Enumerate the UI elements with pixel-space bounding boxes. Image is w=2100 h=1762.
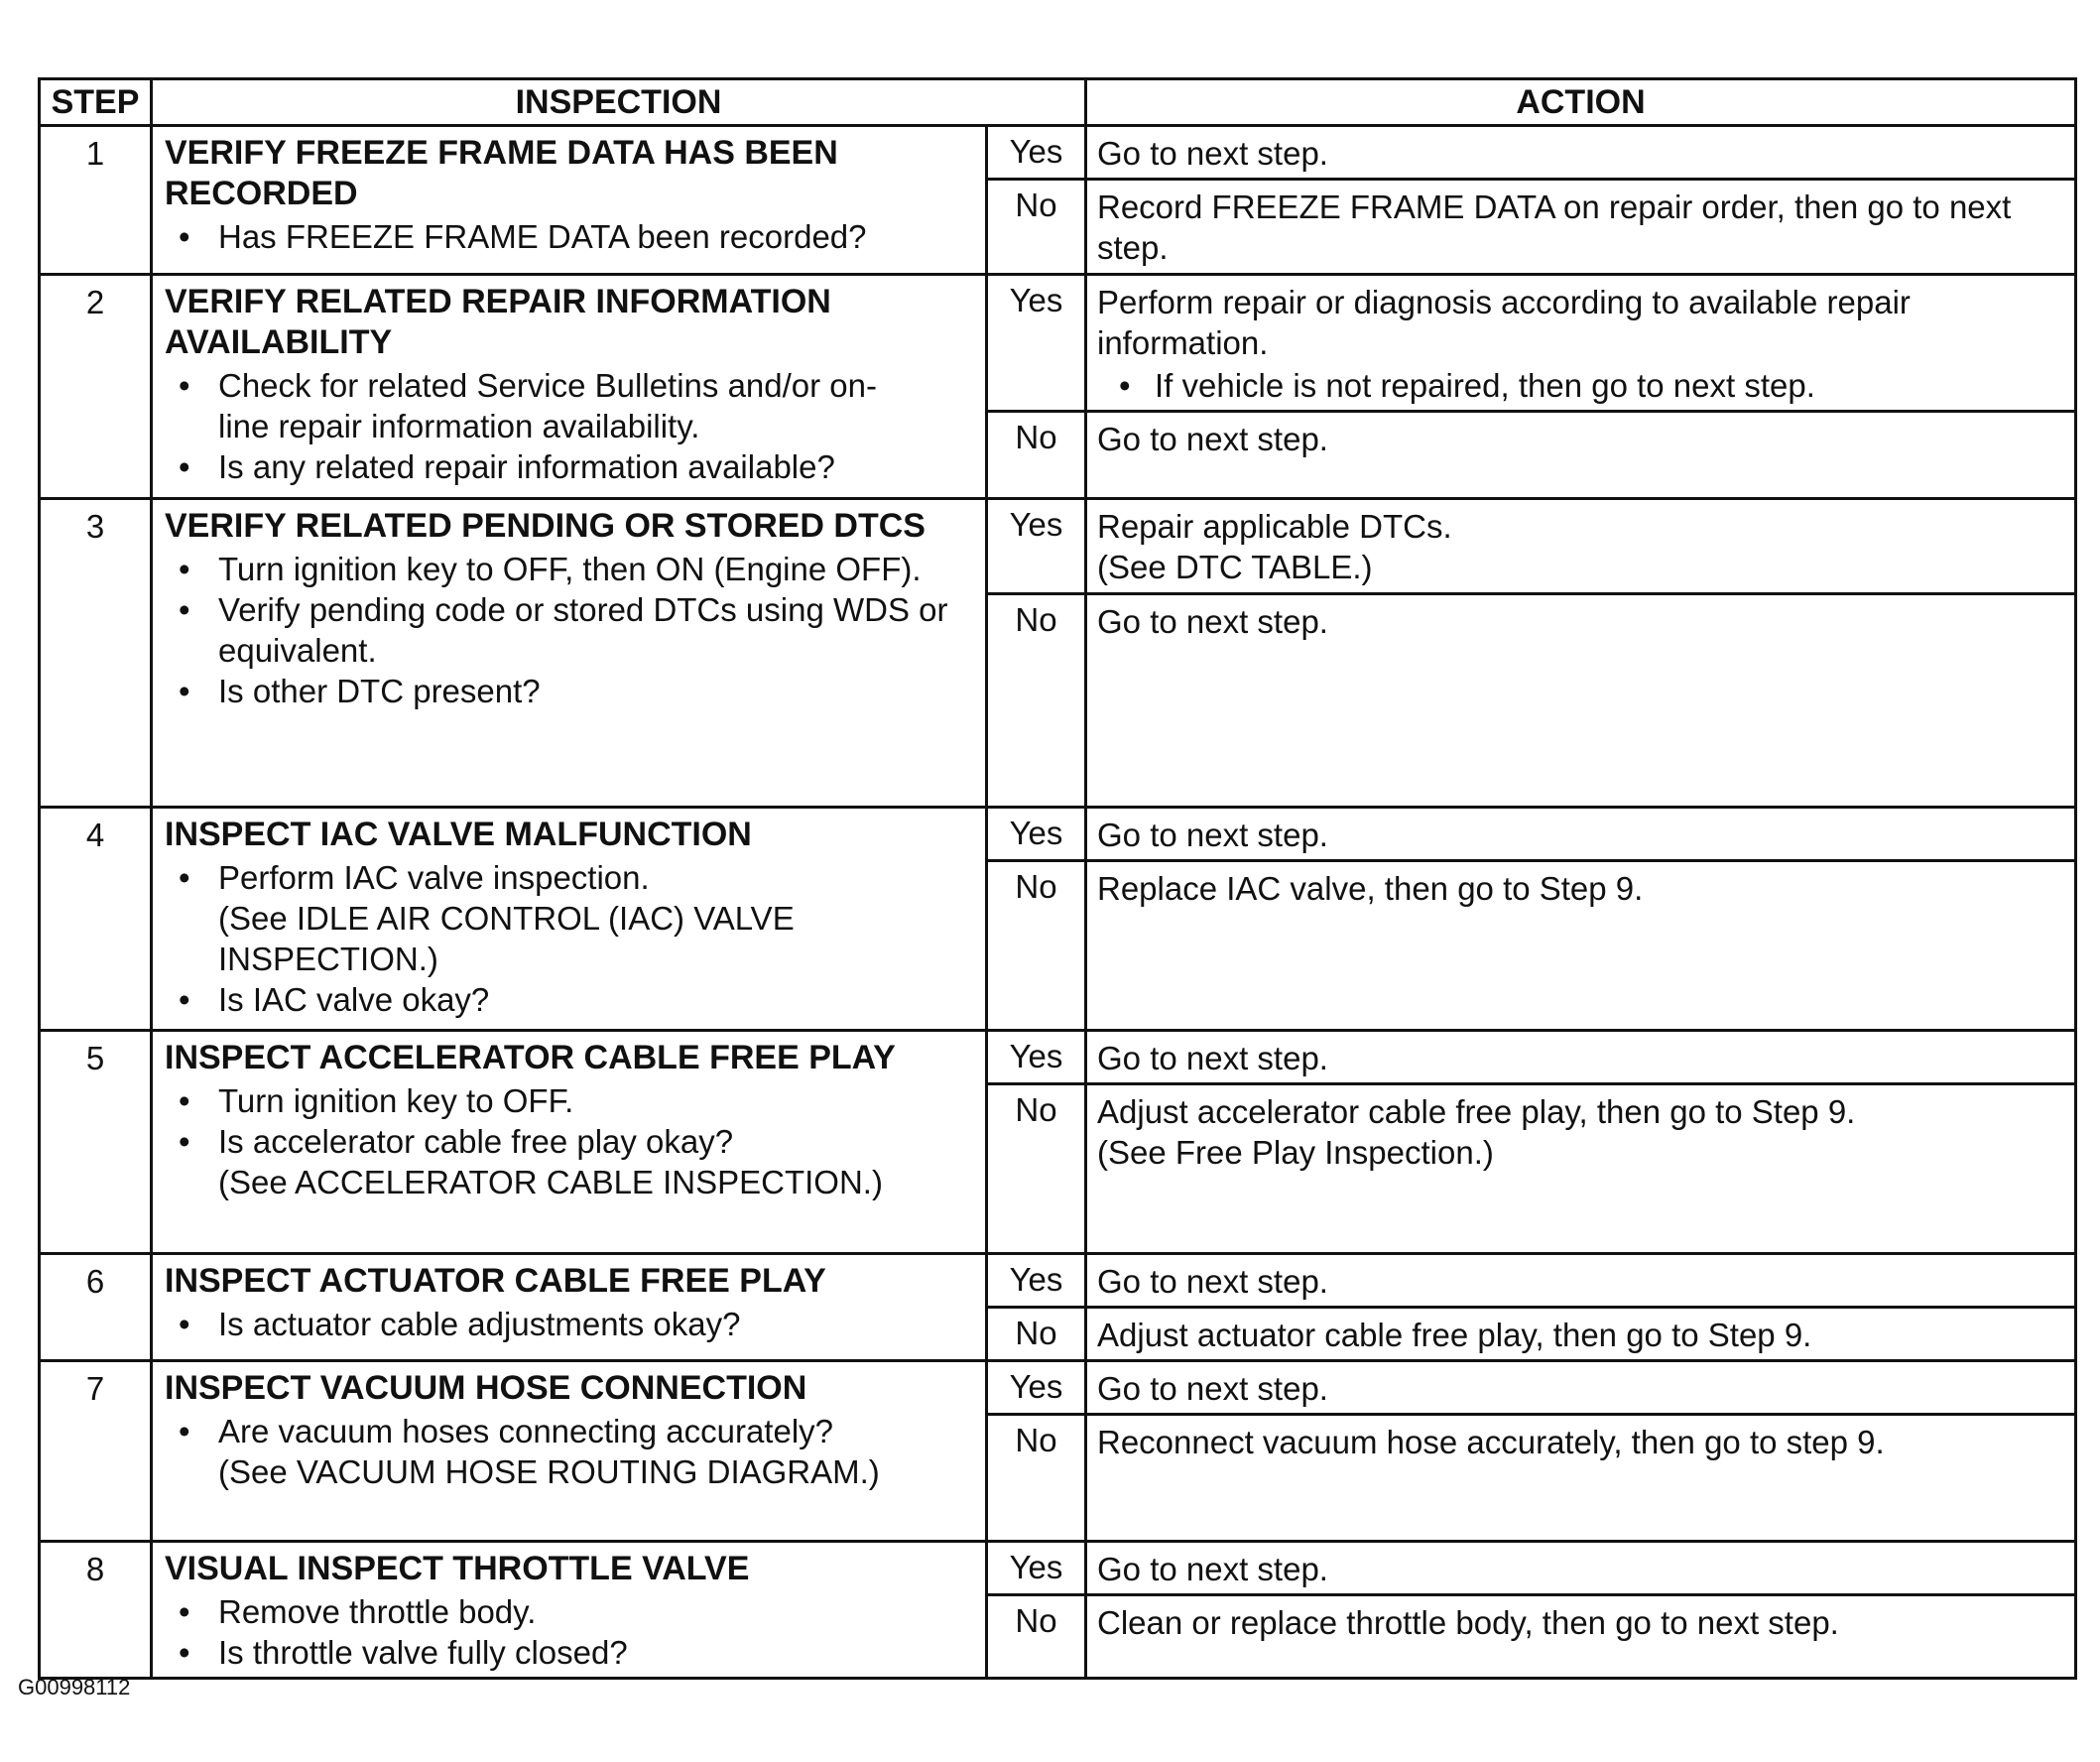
inspection-bullets xyxy=(165,549,977,711)
inspection-cell xyxy=(152,808,987,1031)
step-number: 5 xyxy=(40,1031,152,1254)
step-number: 2 xyxy=(40,275,152,499)
yes-label: Yes xyxy=(987,808,1086,861)
table-row xyxy=(40,275,2076,412)
diagnostic-table xyxy=(38,77,2077,1680)
yes-action: Go to next step. xyxy=(1097,1370,1328,1407)
step-number: 6 xyxy=(40,1254,152,1361)
header-action: ACTION xyxy=(1086,79,2076,126)
action-bullet: • If vehicle is not repaired, then go to next step. xyxy=(1097,365,2066,406)
no-action-cell xyxy=(1086,861,2076,1031)
no-action-cell xyxy=(1086,1084,2076,1254)
inspection-title: VERIFY RELATED PENDING OR STORED DTCS xyxy=(165,507,926,545)
no-label: No xyxy=(987,861,1086,1031)
inspection-title: INSPECT ACTUATOR CABLE FREE PLAY xyxy=(165,1262,826,1300)
no-label: No xyxy=(987,412,1086,499)
no-action-cell xyxy=(1086,412,2076,499)
inspection-bullet: • Is any related repair information available? xyxy=(165,446,977,487)
inspection-bullet: • Verify pending code or stored DTCs using WDS or equivalent. xyxy=(165,589,977,671)
yes-action: Go to next step. xyxy=(1097,135,1328,172)
yes-action: Repair applicable DTCs. (See DTC TABLE.) xyxy=(1097,508,1452,585)
table-row xyxy=(40,1254,2076,1308)
no-action-cell xyxy=(1086,180,2076,275)
no-label: No xyxy=(987,1308,1086,1361)
table-row xyxy=(40,499,2076,594)
no-label: No xyxy=(987,1084,1086,1254)
yes-label: Yes xyxy=(987,499,1086,594)
step-number: 8 xyxy=(40,1542,152,1679)
inspection-cell xyxy=(152,1542,987,1679)
header-inspection: INSPECTION xyxy=(152,79,1086,126)
inspection-cell xyxy=(152,1361,987,1542)
yes-action-cell xyxy=(1086,1254,2076,1308)
yes-action: Go to next step. xyxy=(1097,817,1328,853)
inspection-bullet: • Has FREEZE FRAME DATA been recorded? xyxy=(165,216,977,257)
no-label: No xyxy=(987,1415,1086,1542)
inspection-title: INSPECT IAC VALVE MALFUNCTION xyxy=(165,816,752,853)
yes-label: Yes xyxy=(987,126,1086,180)
yes-action-cell xyxy=(1086,808,2076,861)
inspection-bullets xyxy=(165,1591,977,1673)
inspection-title: VISUAL INSPECT THROTTLE VALVE xyxy=(165,1550,750,1587)
no-action-cell xyxy=(1086,1415,2076,1542)
no-action: Go to next step. xyxy=(1097,421,1328,457)
inspection-cell xyxy=(152,499,987,808)
inspection-bullet: • Turn ignition key to OFF, then ON (Engine OFF). xyxy=(165,549,977,589)
inspection-bullets xyxy=(165,216,977,257)
inspection-bullet: • Is accelerator cable free play okay? (See ACCELERATOR CABLE INSPECTION.) xyxy=(165,1121,977,1202)
inspection-bullets xyxy=(165,1304,977,1344)
inspection-cell xyxy=(152,126,987,275)
no-label: No xyxy=(987,1595,1086,1679)
table-row xyxy=(40,1542,2076,1595)
no-action: Record FREEZE FRAME DATA on repair order, then go to next step. xyxy=(1097,189,2012,266)
inspection-bullet: • Perform IAC valve inspection. (See IDLE AIR CONTROL (IAC) VALVE INSPECTION.) xyxy=(165,857,977,979)
no-action: Adjust actuator cable free play, then go to Step 9. xyxy=(1097,1317,1812,1353)
yes-action-cell xyxy=(1086,499,2076,594)
no-action: Go to next step. xyxy=(1097,603,1328,640)
table-row xyxy=(40,1031,2076,1084)
yes-label: Yes xyxy=(987,1031,1086,1084)
inspection-bullet: • Is throttle valve fully closed? xyxy=(165,1632,977,1673)
yes-action-cell xyxy=(1086,1361,2076,1415)
step-number: 3 xyxy=(40,499,152,808)
inspection-cell xyxy=(152,1254,987,1361)
yes-label: Yes xyxy=(987,275,1086,412)
inspection-bullet: • Are vacuum hoses connecting accurately? (See VACUUM HOSE ROUTING DIAGRAM.) xyxy=(165,1411,977,1492)
no-action: Reconnect vacuum hose accurately, then go to step 9. xyxy=(1097,1424,1885,1460)
no-label: No xyxy=(987,180,1086,275)
yes-action-cell xyxy=(1086,1542,2076,1595)
no-action-cell xyxy=(1086,1595,2076,1679)
header-step: STEP xyxy=(40,79,152,126)
step-number: 4 xyxy=(40,808,152,1031)
no-action: Replace IAC valve, then go to Step 9. xyxy=(1097,870,1644,907)
no-action-cell xyxy=(1086,594,2076,808)
inspection-bullet: • Is other DTC present? xyxy=(165,671,977,711)
yes-label: Yes xyxy=(987,1542,1086,1595)
inspection-cell xyxy=(152,275,987,499)
yes-action: Go to next step. xyxy=(1097,1551,1328,1587)
inspection-bullets xyxy=(165,1411,977,1492)
inspection-bullet: • Turn ignition key to OFF. xyxy=(165,1080,977,1121)
yes-action-cell xyxy=(1086,126,2076,180)
no-label: No xyxy=(987,594,1086,808)
table-row xyxy=(40,808,2076,861)
inspection-title: VERIFY FREEZE FRAME DATA HAS BEEN RECORDED xyxy=(165,134,838,212)
step-number: 7 xyxy=(40,1361,152,1542)
inspection-title: INSPECT ACCELERATOR CABLE FREE PLAY xyxy=(165,1039,896,1076)
inspection-bullet: • Is actuator cable adjustments okay? xyxy=(165,1304,977,1344)
inspection-bullet: • Check for related Service Bulletins and/or on- line repair information availability. xyxy=(165,365,977,446)
no-action-cell xyxy=(1086,1308,2076,1361)
step-number: 1 xyxy=(40,126,152,275)
inspection-title: INSPECT VACUUM HOSE CONNECTION xyxy=(165,1369,807,1407)
no-action: Adjust accelerator cable free play, then go to Step 9. (See Free Play Inspection.) xyxy=(1097,1093,1856,1171)
yes-action-bullets xyxy=(1097,365,2066,406)
inspection-cell xyxy=(152,1031,987,1254)
inspection-bullets xyxy=(165,857,977,1020)
yes-action: Go to next step. xyxy=(1097,1040,1328,1076)
yes-label: Yes xyxy=(987,1254,1086,1308)
inspection-bullet: • Is IAC valve okay? xyxy=(165,979,977,1020)
inspection-title: VERIFY RELATED REPAIR INFORMATION AVAILABILITY xyxy=(165,283,831,361)
yes-action: Perform repair or diagnosis according to available repair information. xyxy=(1097,284,1911,361)
yes-action-cell xyxy=(1086,1031,2076,1084)
inspection-bullets xyxy=(165,365,977,487)
inspection-bullets xyxy=(165,1080,977,1202)
figure-id: G00998112 xyxy=(18,1675,131,1699)
yes-label: Yes xyxy=(987,1361,1086,1415)
table-row xyxy=(40,126,2076,180)
header-row xyxy=(40,79,2076,126)
yes-action-cell xyxy=(1086,275,2076,412)
table-row xyxy=(40,1361,2076,1415)
no-action: Clean or replace throttle body, then go to next step. xyxy=(1097,1604,1839,1641)
yes-action: Go to next step. xyxy=(1097,1263,1328,1300)
inspection-bullet: • Remove throttle body. xyxy=(165,1591,977,1632)
